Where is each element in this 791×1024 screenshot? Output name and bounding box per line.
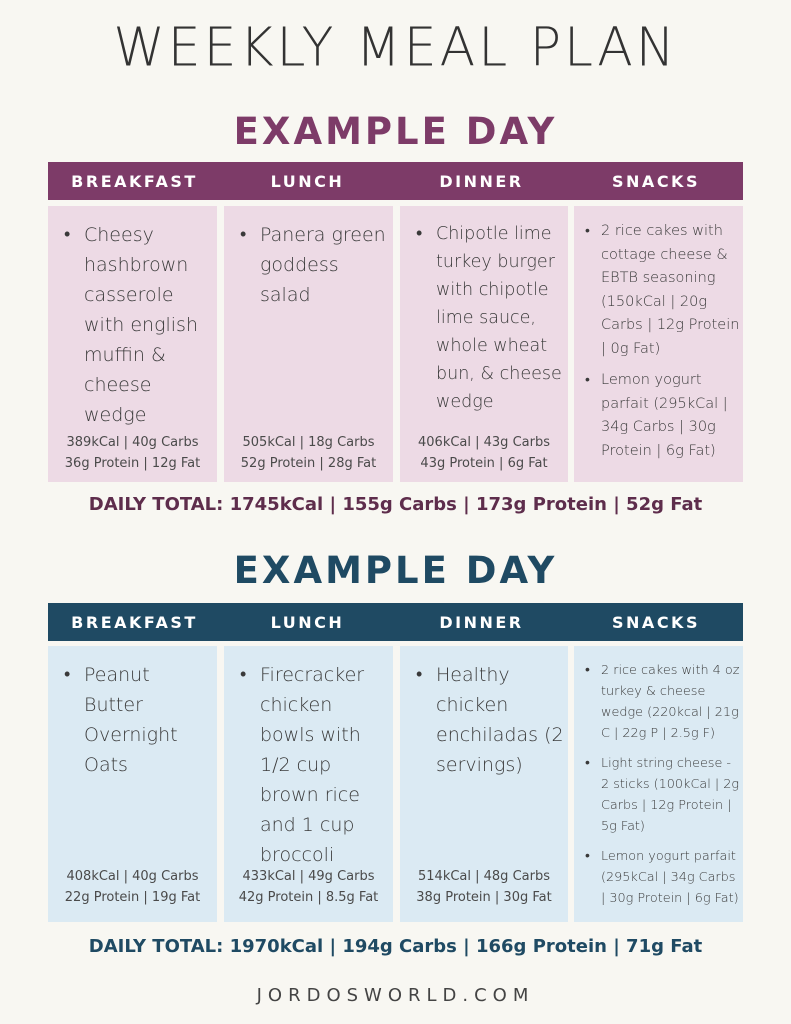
macro-info — [48, 866, 217, 908]
snacks-card — [574, 206, 743, 482]
header-dinner: DINNER — [439, 171, 524, 191]
meal-list — [414, 660, 564, 780]
list-item: • Lemon yogurt parfait (295kCal | 34g Carbs | 30g Protein | 6g Fat) — [584, 369, 741, 463]
header-snacks: SNACKS — [612, 171, 700, 191]
macro-line: 42g Protein | 8.5g Fat — [238, 890, 379, 905]
macro-info — [400, 432, 568, 474]
list-item: • Cheesy hashbrown casserole with english muffin & cheese wedge — [62, 220, 213, 430]
meal-list — [584, 660, 741, 918]
macro-line: 389kCal | 40g Carbs — [66, 435, 199, 450]
macro-line: 36g Protein | 12g Fat — [64, 456, 201, 471]
meal-header-bar — [48, 162, 743, 200]
list-item: • Firecracker chicken bowls with 1/2 cup brown rice and 1 cup broccoli — [238, 660, 389, 870]
list-item: • Light string cheese - 2 sticks (100kCal | 2g Carbs | 12g Protein | 5g Fat) — [584, 753, 741, 837]
macro-line: 52g Protein | 28g Fat — [240, 456, 377, 471]
dinner-card — [400, 646, 568, 922]
meal-list — [238, 220, 389, 310]
macro-info — [224, 432, 393, 474]
meal-list — [62, 220, 213, 430]
header-snacks: SNACKS — [612, 612, 700, 632]
breakfast-card — [48, 206, 217, 482]
list-item: • Chipotle lime turkey burger with chipotle lime sauce, whole wheat bun, & cheese wedge — [414, 220, 564, 416]
breakfast-card — [48, 646, 217, 922]
list-item: • 2 rice cakes with 4 oz turkey & cheese wedge (220kcal | 21g C | 22g P | 2.5g F) — [584, 660, 741, 744]
daily-total: DAILY TOTAL: 1970kCal | 194g Carbs | 166g Protein | 71g Fat — [88, 936, 703, 957]
meal-list — [62, 660, 213, 780]
daily-total: DAILY TOTAL: 1745kCal | 155g Carbs | 173g Protein | 52g Fat — [88, 494, 703, 515]
dinner-card — [400, 206, 568, 482]
list-item: • Healthy chicken enchiladas (2 servings) — [414, 660, 564, 780]
macro-line: 505kCal | 18g Carbs — [242, 435, 375, 450]
meal-header-bar — [48, 603, 743, 641]
macro-info — [224, 866, 393, 908]
lunch-card — [224, 206, 393, 482]
macro-line: 22g Protein | 19g Fat — [64, 890, 201, 905]
macro-line: 406kCal | 43g Carbs — [418, 435, 550, 450]
footer-website: JORDOSWORLD.COM — [256, 985, 535, 1006]
header-breakfast: BREAKFAST — [71, 612, 198, 632]
macro-info — [48, 432, 217, 474]
meal-list — [238, 660, 389, 870]
macro-line: 38g Protein | 30g Fat — [416, 890, 552, 905]
header-breakfast: BREAKFAST — [71, 171, 198, 191]
macro-info — [400, 866, 568, 908]
macro-line: 43g Protein | 6g Fat — [420, 456, 548, 471]
list-item: • Peanut Butter Overnight Oats — [62, 660, 213, 780]
list-item: • 2 rice cakes with cottage cheese & EBTB seasoning (150kCal | 20g Carbs | 12g Protein | 0g Fat) — [584, 220, 741, 361]
list-item: • Panera green goddess salad — [238, 220, 389, 310]
day-title: EXAMPLE DAY — [233, 549, 558, 592]
snacks-card — [574, 646, 743, 922]
macro-line: 433kCal | 49g Carbs — [242, 869, 375, 884]
header-dinner: DINNER — [439, 612, 524, 632]
macro-line: 514kCal | 48g Carbs — [418, 869, 550, 884]
header-lunch: LUNCH — [270, 612, 345, 632]
page-title: WEEKLY MEAL PLAN — [113, 17, 678, 79]
meal-list — [584, 220, 741, 471]
meal-list — [414, 220, 564, 416]
day-title: EXAMPLE DAY — [233, 110, 558, 153]
lunch-card — [224, 646, 393, 922]
list-item: • Lemon yogurt parfait (295kCal | 34g Carbs | 30g Protein | 6g Fat) — [584, 846, 741, 909]
macro-line: 408kCal | 40g Carbs — [66, 869, 199, 884]
header-lunch: LUNCH — [270, 171, 345, 191]
